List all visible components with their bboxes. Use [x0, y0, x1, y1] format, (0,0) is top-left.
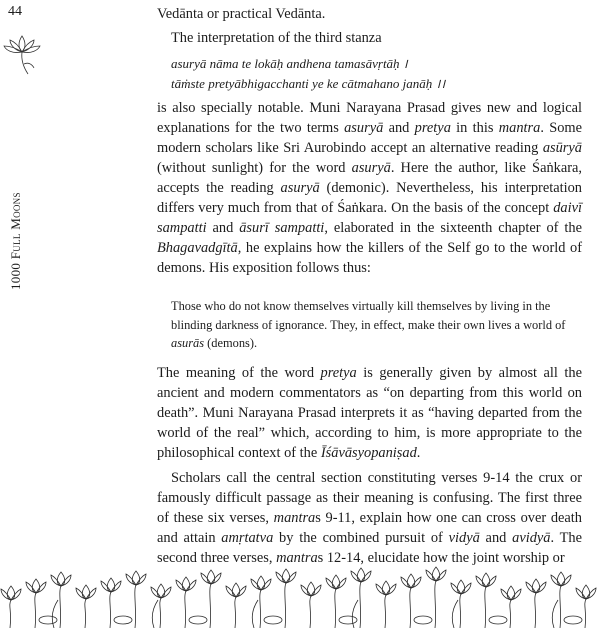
text-run: amṛtatva: [221, 530, 274, 546]
text-run: Scholars call the central section constituting verses 9-14 the crux or famously difficult passage as their meaning is confusing. The first three of these six verses,: [157, 470, 582, 526]
text-run: asūryā: [542, 140, 582, 156]
text-run: asurās: [171, 336, 205, 350]
text-run: in this: [450, 120, 499, 136]
stanza-heading: The interpretation of the third stanza: [171, 30, 382, 46]
text-run: and: [206, 220, 240, 236]
text-run: s 9-11, explain how one can cross over death and attain: [157, 510, 582, 546]
page-number: 44: [8, 4, 22, 19]
text-run: by the combined pursuit of: [273, 530, 449, 546]
text-run: Bhagavadgītā: [157, 240, 238, 256]
text-run: āsurī sampatti: [239, 220, 325, 236]
text-run: is generally given by almost all the ancient and modern commentators as “on departing from this world on death”. Muni Narayana Prasad interprets it as “having departed from the world of the real” which, according to him, is more appropriate to the philosophical context of the: [157, 365, 582, 461]
text-run: (demons).: [204, 336, 258, 350]
text-run: . The second three verses,: [157, 530, 582, 566]
text-run: (without sunlight) for the word: [157, 160, 352, 176]
text-run: asuryā: [344, 120, 384, 136]
lotus-border-decoration-icon: [0, 540, 600, 628]
sanskrit-verse-line: tāṁste pretyābhigacchanti ye ke cātmahano janāḥ ।।: [171, 76, 446, 91]
text-run: mantra: [273, 510, 316, 526]
text-run: The meaning of the word: [157, 365, 321, 381]
text-run: is also specially notable. Muni Narayana Prasad gives new and logical explanations for the two terms: [157, 100, 582, 136]
text-run: . Here the author, like Śaṅkara, accepts the reading: [157, 160, 583, 196]
opening-line: Vedānta or practical Vedānta.: [157, 6, 326, 22]
text-run: . Some modern scholars like Sri Aurobindo accept an alternative reading: [157, 120, 582, 156]
text-run: avidyā: [512, 530, 551, 546]
text-run: mantra: [498, 120, 541, 136]
text-run: vidyā: [448, 530, 480, 546]
text-run: asuryā: [351, 160, 391, 176]
text-run: Those who do not know themselves virtually kill themselves by living in the blinding darkness of ignorance. They, in effect, make their own lives a world of: [171, 299, 566, 332]
text-run: Īśāvāsyopaniṣad: [320, 445, 417, 461]
text-run: s 12-14, elucidate how the joint worship or: [317, 550, 565, 566]
sanskrit-verse-line: asuryā nāma te lokāḥ andhena tamasāvṛtāḥ ।: [171, 56, 408, 71]
text-run: and: [479, 530, 513, 546]
side-book-title: 1000 Full Moons: [8, 192, 23, 290]
text-run: and: [383, 120, 415, 136]
text-run: .: [416, 445, 421, 461]
text-run: pretya: [414, 120, 451, 136]
text-run: pretya: [320, 365, 357, 381]
text-run: , he explains how the killers of the Self go to the world of demons. His exposition follows thus:: [157, 240, 582, 276]
paragraph-1: [157, 98, 582, 278]
text-run: daivī sampatti: [157, 200, 582, 236]
text-run: (demonic). Nevertheless, his interpretation differs very much from that of Śaṅkara. On the basis of the concept: [157, 180, 582, 216]
text-run: mantra: [276, 550, 318, 566]
block-quote: [171, 297, 571, 353]
lotus-emblem-icon: [2, 28, 42, 76]
text-run: asuryā: [280, 180, 320, 196]
paragraph-2: [157, 363, 582, 463]
text-run: , elaborated in the sixteenth chapter of the: [324, 220, 582, 236]
